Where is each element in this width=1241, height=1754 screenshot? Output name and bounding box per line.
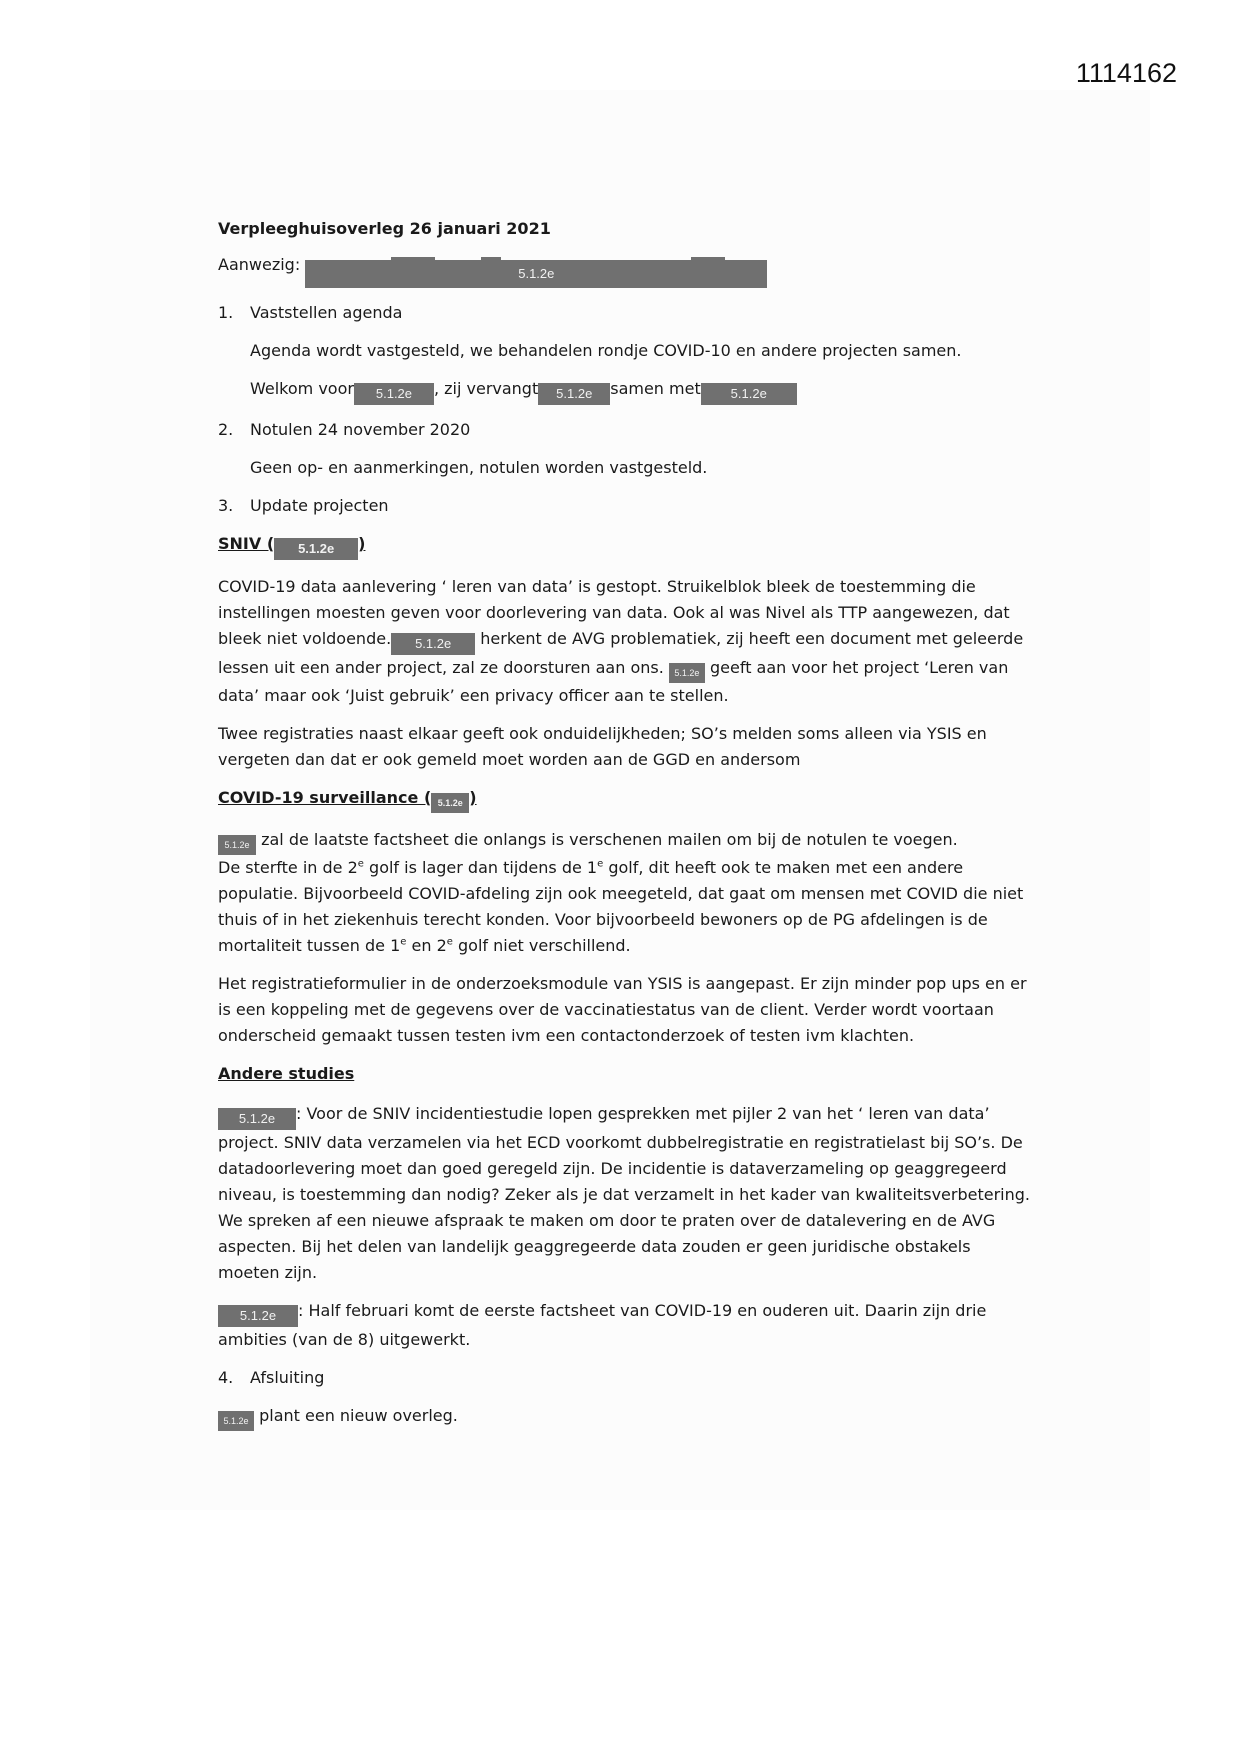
redaction-box: 5.1.2e: [218, 1305, 298, 1327]
item-number: 3.: [218, 496, 234, 515]
redaction-box: 5.1.2e: [701, 383, 797, 405]
superscript: e: [446, 936, 453, 948]
redaction-box: 5.1.2e: [669, 663, 705, 683]
agenda-text: Agenda wordt vastgesteld, we behandelen rondje COVID-10 en andere projecten samen.: [250, 341, 962, 360]
redaction-tab: [481, 257, 501, 261]
section-heading-sniv: [218, 531, 1048, 560]
text-line: [218, 626, 1048, 655]
text-span: : Voor de SNIV incidentiestudie lopen gesprekken met pijler 2 van het ‘ leren van data’: [296, 1104, 990, 1123]
item-number: 2.: [218, 420, 234, 439]
text-span: mortaliteit tussen de 1: [218, 936, 401, 955]
item-number: 4.: [218, 1368, 234, 1387]
covid-paragraph-1: [218, 827, 1048, 959]
welkom-line: [218, 376, 1048, 405]
superscript: e: [400, 936, 407, 948]
heading-text: ): [469, 788, 477, 807]
agenda-item-3: [218, 493, 1048, 519]
item-number: 1.: [218, 303, 234, 322]
afsluiting-line: [218, 1403, 1048, 1431]
section-heading-covid: [218, 785, 1048, 813]
agenda-item-2: [218, 417, 1048, 443]
redaction-box: 5.1.2e: [391, 633, 475, 655]
redaction-box: 5.1.2e: [218, 1411, 254, 1431]
redaction-box: 5.1.2e: [218, 1108, 296, 1130]
covid-paragraph-2: [218, 971, 1048, 1049]
superscript: e: [357, 858, 364, 870]
superscript: e: [597, 858, 604, 870]
aanwezig-label: Aanwezig:: [218, 255, 301, 274]
text-span: geeft aan voor het project ‘Leren van: [710, 658, 1009, 677]
text-line: ambities (van de 8) uitgewerkt.: [218, 1330, 471, 1349]
text-span: zal de laatste factsheet die onlangs is verschenen mailen om bij de notulen te voegen.: [261, 830, 958, 849]
text-span: golf is lager dan tijdens de 1: [369, 858, 598, 877]
item-label: Afsluiting: [250, 1368, 325, 1387]
text-line: moeten zijn.: [218, 1263, 318, 1282]
redaction-box: 5.1.2e: [354, 383, 434, 405]
item-label: Notulen 24 november 2020: [250, 420, 471, 439]
welkom-text-b: , zij vervangt: [433, 379, 539, 398]
text-line: data’ maar ook ‘Juist gebruik’ een privacy officer aan te stellen.: [218, 686, 729, 705]
text-span: bleek niet voldoende.: [218, 629, 392, 648]
text-span: golf niet verschillend.: [458, 936, 631, 955]
heading-text: COVID-19 surveillance (: [218, 788, 432, 807]
sniv-paragraph-1: [218, 574, 1048, 709]
notulen-text: Geen op- en aanmerkingen, notulen worden vastgesteld.: [250, 458, 708, 477]
document-body: [218, 216, 1048, 1431]
redaction-box: 5.1.2e: [538, 383, 610, 405]
text-line: vergeten dan dat er ook gemeld moet worden aan de GGD en andersom: [218, 750, 801, 769]
text-span: : Half februari komt de eerste factsheet van COVID-19 en ouderen uit. Daarin zijn drie: [298, 1301, 987, 1320]
text-span: lessen uit een ander project, zal ze doorsturen aan ons.: [218, 658, 664, 677]
heading-text: ): [358, 534, 366, 553]
heading-text: SNIV (: [218, 534, 275, 553]
sniv-paragraph-2: [218, 721, 1048, 773]
text-line: instellingen moesten geven voor doorlevering van data. Ook al was Nivel als TTP aangewezen, dat: [218, 603, 1010, 622]
text-line: datadoorlevering moet dan goed geregeld zijn. De incidentie is dataverzameling op geaggregeerd: [218, 1159, 1007, 1178]
text-line: Het registratieformulier in de onderzoeksmodule van YSIS is aangepast. Er zijn minder pop ups en er: [218, 974, 1027, 993]
item-label: Vaststellen agenda: [250, 303, 403, 322]
welkom-text-c: samen met: [610, 379, 701, 398]
document-title: Verpleeghuisoverleg 26 januari 2021: [218, 219, 551, 238]
text-line: [218, 1298, 1048, 1327]
text-line: [218, 827, 1048, 855]
section-heading-andere-studies: Andere studies: [218, 1064, 355, 1083]
document-id: 1114162: [1075, 58, 1177, 88]
text-line: [218, 655, 1048, 683]
text-line: [218, 855, 1048, 881]
text-line: thuis of in het ziekenhuis terecht konden. Voor bijvoorbeeld bewoners op de PG afdelingen is de: [218, 910, 988, 929]
andere-paragraph-2: [218, 1298, 1048, 1353]
text-line: COVID-19 data aanlevering ‘ leren van data’ is gestopt. Struikelblok bleek de toestemming die: [218, 577, 976, 596]
redaction-box: 5.1.2e: [431, 793, 469, 813]
redaction-tab: [691, 257, 725, 261]
item-label: Update projecten: [250, 496, 389, 515]
redaction-tab: [391, 257, 435, 261]
redaction-label: 5.1.2e: [518, 266, 555, 281]
agenda-item-4: [218, 1365, 1048, 1391]
text-span: golf, dit heeft ook te maken met een andere: [608, 858, 964, 877]
text-line: niveau, is toestemming dan nodig? Zeker als je dat verzamelt in het kader van kwaliteitsverbetering.: [218, 1185, 1030, 1204]
text-span: en 2: [411, 936, 447, 955]
text-line: Twee registraties naast elkaar geeft ook onduidelijkheden; SO’s melden soms alleen via YSIS en: [218, 724, 987, 743]
redaction-box: 5.1.2e: [218, 835, 256, 855]
text-line: [218, 933, 1048, 959]
redaction-box: 5.1.2e: [274, 538, 358, 560]
text-line: is een koppeling met de gegevens over de vaccinatiestatus van de client. Verder wordt voortaan: [218, 1000, 994, 1019]
welkom-text-a: Welkom voor: [250, 379, 354, 398]
text-line: aspecten. Bij het delen van landelijk geaggregeerde data zouden er geen juridische obstakels: [218, 1237, 971, 1256]
agenda-item-1: [218, 300, 1048, 326]
andere-paragraph-1: [218, 1101, 1048, 1286]
text-span: herkent de AVG problematiek, zij heeft een document met geleerde: [480, 629, 1024, 648]
redaction-box: [305, 260, 767, 288]
text-line: project. SNIV data verzamelen via het ECD voorkomt dubbelregistratie en registratielast bij SO’s. De: [218, 1133, 1023, 1152]
text-span: plant een nieuw overleg.: [259, 1406, 458, 1425]
aanwezig-line: [218, 252, 1048, 288]
text-line: [218, 1101, 1048, 1130]
text-span: De sterfte in de 2: [218, 858, 358, 877]
text-line: populatie. Bijvoorbeeld COVID-afdeling zijn ook meegeteld, dat gaat om mensen met COVID die niet: [218, 884, 1024, 903]
text-line: We spreken af een nieuwe afspraak te maken om door te praten over de datalevering en de AVG: [218, 1211, 996, 1230]
text-line: onderscheid gemaakt tussen testen ivm een contactonderzoek of testen ivm klachten.: [218, 1026, 915, 1045]
